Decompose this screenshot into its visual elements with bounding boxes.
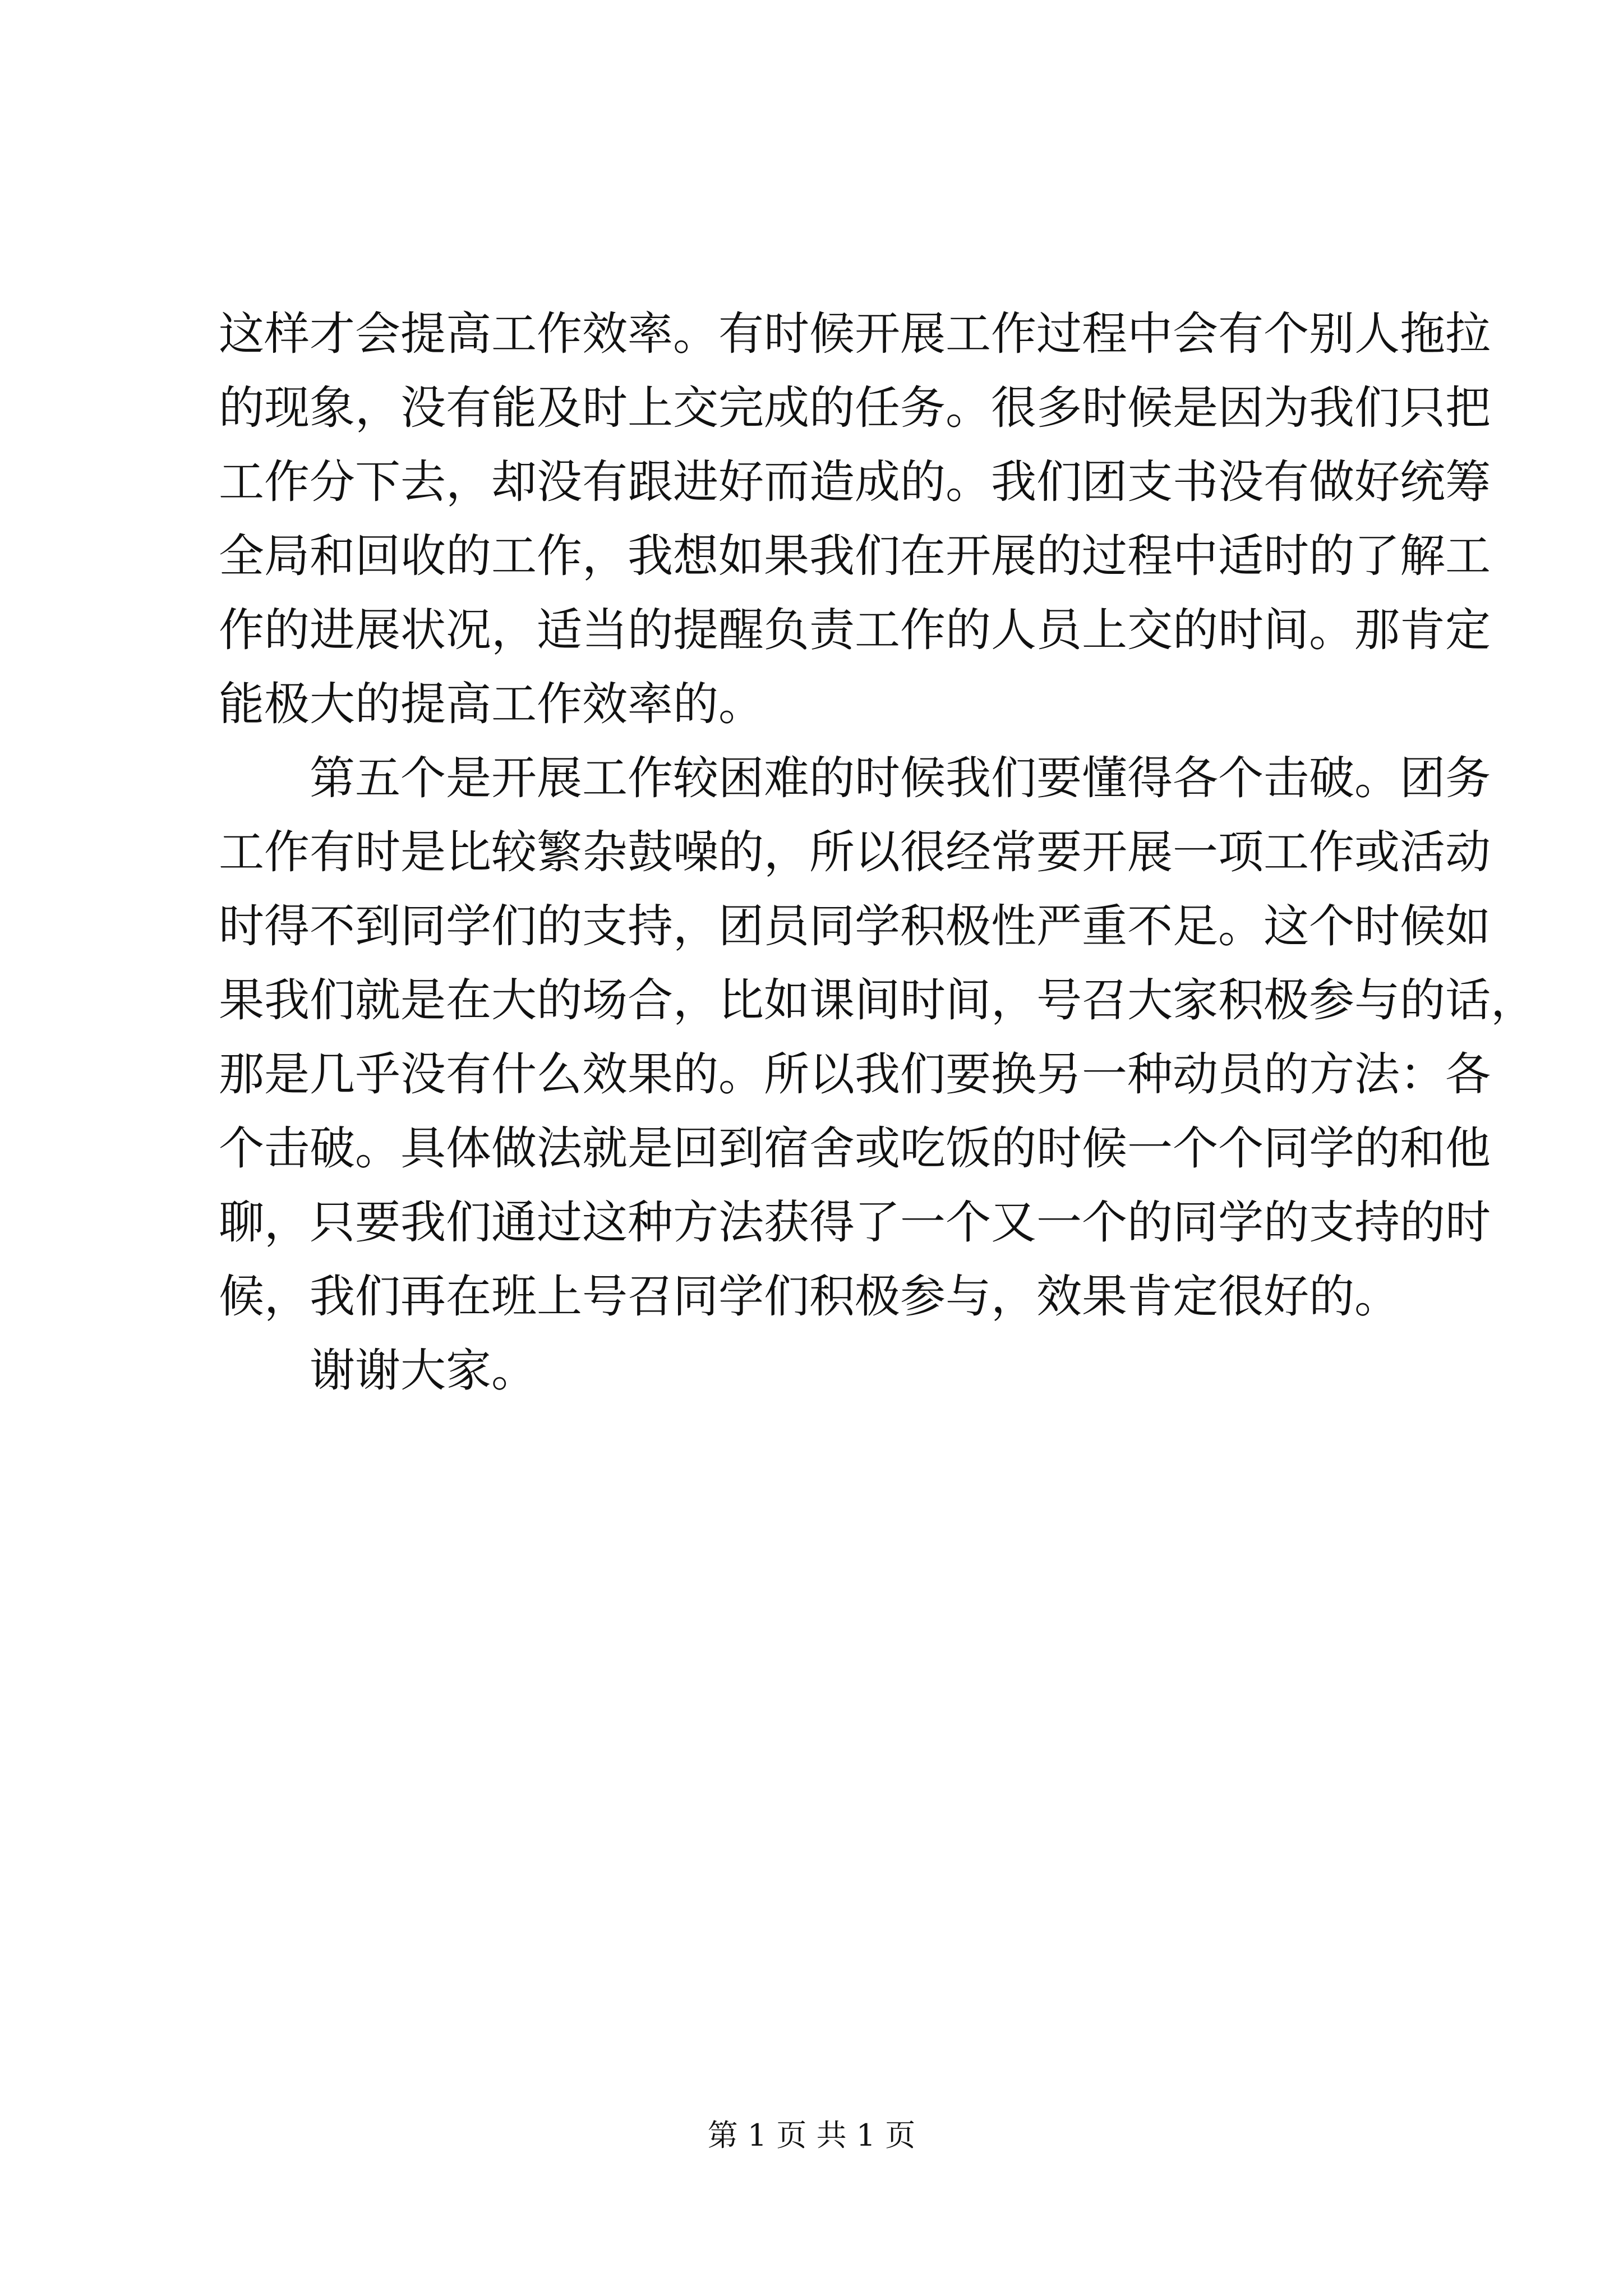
paragraph-line: 的现象，没有能及时上交完成的任务。很多时候是因为我们只把 bbox=[219, 382, 1491, 435]
paragraph-line: 作的进展状况，适当的提醒负责工作的人员上交的时间。那肯定 bbox=[219, 604, 1491, 657]
paragraph-line: 全局和回收的工作，我想如果我们在开展的过程中适时的了解工 bbox=[219, 530, 1491, 583]
closing-line: 谢谢大家。 bbox=[310, 1345, 537, 1397]
paragraph-line: 工作分下去，却没有跟进好而造成的。我们团支书没有做好统筹 bbox=[219, 456, 1491, 509]
paragraph-line: 这样才会提高工作效率。有时候开展工作过程中会有个别人拖拉 bbox=[219, 308, 1491, 361]
paragraph-line: 候，我们再在班上号召同学们积极参与，效果肯定很好的。 bbox=[219, 1271, 1400, 1323]
paragraph-3 bbox=[219, 1334, 1419, 1408]
paragraph-line: 那是几乎没有什么效果的。所以我们要换另一种动员的方法：各 bbox=[219, 1048, 1491, 1101]
paragraph-line: 果我们就是在大的场合，比如课间时间，号召大家积极参与的话， bbox=[219, 974, 1537, 1027]
paragraph-line: 第五个是开展工作较困难的时候我们要懂得各个击破。团务 bbox=[310, 752, 1491, 805]
paragraph-2 bbox=[219, 742, 1537, 1334]
paragraph-line: 能极大的提高工作效率的。 bbox=[219, 678, 764, 731]
paragraph-line: 工作有时是比较繁杂鼓噪的，所以很经常要开展一项工作或活动 bbox=[219, 826, 1491, 879]
paragraph-line: 时得不到同学们的支持，团员同学积极性严重不足。这个时候如 bbox=[219, 900, 1491, 953]
paragraph-line: 聊，只要我们通过这种方法获得了一个又一个的同学的支持的时 bbox=[219, 1197, 1491, 1249]
paragraph-1 bbox=[219, 297, 1491, 742]
paragraph-line: 个击破。具体做法就是回到宿舍或吃饭的时候一个个同学的和他 bbox=[219, 1122, 1491, 1175]
document-body bbox=[219, 297, 1537, 1408]
page-number-footer: 第 1 页 共 1 页 bbox=[707, 2118, 916, 2153]
